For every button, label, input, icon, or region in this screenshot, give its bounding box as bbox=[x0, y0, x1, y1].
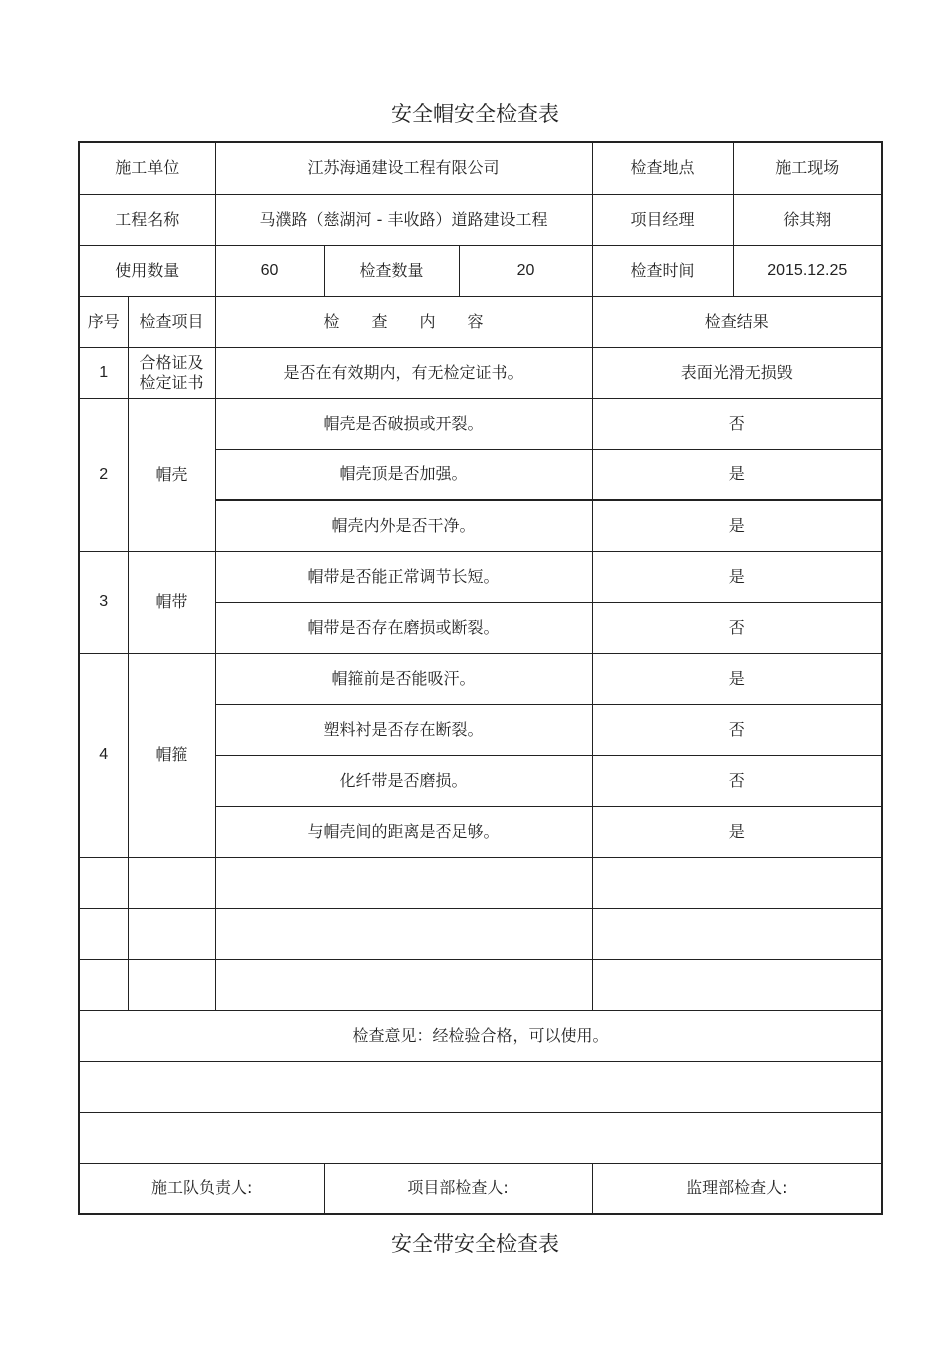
result-cell: 否 bbox=[592, 755, 882, 806]
unit-value: 江苏海通建设工程有限公司 bbox=[215, 142, 592, 194]
empty-cell bbox=[215, 959, 592, 1010]
table-row bbox=[79, 653, 882, 704]
column-header-row bbox=[79, 296, 882, 347]
empty-row bbox=[79, 908, 882, 959]
team-leader-signature: 施工队负责人: bbox=[79, 1163, 324, 1214]
time-label: 检查时间 bbox=[592, 245, 733, 296]
opinion-row bbox=[79, 1010, 882, 1061]
check-count-label: 检查数量 bbox=[324, 245, 459, 296]
item-line: 合格证及 bbox=[139, 352, 204, 372]
content-cell: 与帽壳间的距离是否足够。 bbox=[215, 806, 592, 857]
opinion-text: 检查意见：经检验合格，可以使用。 bbox=[79, 1010, 882, 1061]
header-row-project bbox=[79, 194, 882, 245]
supervisor-inspector-signature: 监理部检查人: bbox=[592, 1163, 882, 1214]
item-cell: 帽箍 bbox=[128, 653, 215, 857]
empty-cell bbox=[128, 857, 215, 908]
empty-cell bbox=[79, 857, 128, 908]
content-cell: 帽壳顶是否加强。 bbox=[215, 449, 592, 500]
result-cell: 是 bbox=[592, 806, 882, 857]
result-cell: 是 bbox=[592, 449, 882, 500]
table-row bbox=[79, 398, 882, 449]
result-cell: 是 bbox=[592, 653, 882, 704]
col-result: 检查结果 bbox=[592, 296, 882, 347]
project-inspector-signature: 项目部检查人: bbox=[324, 1163, 592, 1214]
page-title: 安全帽安全检查表 bbox=[391, 102, 559, 126]
col-item: 检查项目 bbox=[128, 296, 215, 347]
result-cell: 否 bbox=[592, 398, 882, 449]
empty-cell bbox=[215, 908, 592, 959]
content-cell: 帽壳是否破损或开裂。 bbox=[215, 398, 592, 449]
empty-cell bbox=[128, 959, 215, 1010]
item-cell bbox=[128, 347, 215, 398]
manager-label: 项目经理 bbox=[592, 194, 733, 245]
next-page-title: 安全带安全检查表 bbox=[391, 1232, 559, 1256]
check-count-value: 20 bbox=[459, 245, 592, 296]
signature-row bbox=[79, 1163, 882, 1214]
empty-cell bbox=[592, 857, 882, 908]
empty-cell bbox=[215, 857, 592, 908]
blank-row bbox=[79, 1112, 882, 1163]
blank-row bbox=[79, 1061, 882, 1112]
table-row bbox=[79, 347, 882, 398]
col-seq: 序号 bbox=[79, 296, 128, 347]
result-cell: 否 bbox=[592, 602, 882, 653]
result-cell: 是 bbox=[592, 551, 882, 602]
project-label: 工程名称 bbox=[79, 194, 215, 245]
result-cell: 表面光滑无损毁 bbox=[592, 347, 882, 398]
unit-label: 施工单位 bbox=[79, 142, 215, 194]
col-content: 检 查 内 容 bbox=[215, 296, 592, 347]
content-cell: 是否在有效期内，有无检定证书。 bbox=[215, 347, 592, 398]
usage-value: 60 bbox=[215, 245, 324, 296]
content-cell: 帽带是否能正常调节长短。 bbox=[215, 551, 592, 602]
empty-cell bbox=[592, 908, 882, 959]
empty-cell bbox=[592, 959, 882, 1010]
table-row bbox=[79, 551, 882, 602]
empty-cell bbox=[79, 959, 128, 1010]
inspection-table bbox=[78, 141, 883, 1215]
manager-value: 徐其翔 bbox=[733, 194, 882, 245]
content-cell: 帽带是否存在磨损或断裂。 bbox=[215, 602, 592, 653]
content-cell: 帽壳内外是否干净。 bbox=[215, 500, 592, 551]
blank-cell bbox=[79, 1061, 882, 1112]
seq-cell: 3 bbox=[79, 551, 128, 653]
result-cell: 否 bbox=[592, 704, 882, 755]
item-cell: 帽带 bbox=[128, 551, 215, 653]
content-cell: 帽箍前是否能吸汗。 bbox=[215, 653, 592, 704]
item-line: 检定证书 bbox=[139, 372, 204, 392]
result-cell: 是 bbox=[592, 500, 882, 551]
content-cell: 塑料衬是否存在断裂。 bbox=[215, 704, 592, 755]
seq-cell: 1 bbox=[79, 347, 128, 398]
empty-cell bbox=[79, 908, 128, 959]
empty-row bbox=[79, 857, 882, 908]
blank-cell bbox=[79, 1112, 882, 1163]
content-cell: 化纤带是否磨损。 bbox=[215, 755, 592, 806]
location-value: 施工现场 bbox=[733, 142, 882, 194]
project-value: 马濮路（慈湖河 - 丰收路）道路建设工程 bbox=[215, 194, 592, 245]
usage-label: 使用数量 bbox=[79, 245, 215, 296]
location-label: 检查地点 bbox=[592, 142, 733, 194]
empty-row bbox=[79, 959, 882, 1010]
seq-cell: 4 bbox=[79, 653, 128, 857]
item-cell: 帽壳 bbox=[128, 398, 215, 551]
header-row-quantity bbox=[79, 245, 882, 296]
header-row-unit bbox=[79, 142, 882, 194]
seq-cell: 2 bbox=[79, 398, 128, 551]
empty-cell bbox=[128, 908, 215, 959]
time-value: 2015.12.25 bbox=[733, 245, 882, 296]
